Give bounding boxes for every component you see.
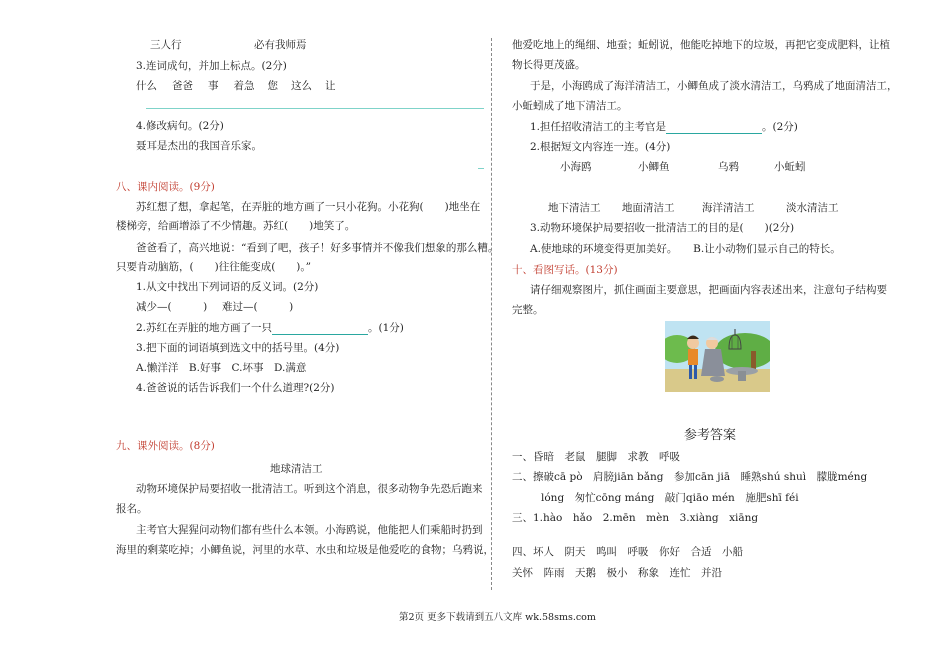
sec8-q1-a: 减少—( ): [136, 301, 208, 313]
reading-text: 海里的剩菜吃掉；小鲫鱼说，河里的水草、水虫和垃圾是他爱吃的食物；乌鸦说，: [116, 544, 494, 556]
reading-text: 爸爸看了，高兴地说：“看到了吧，孩子！好多事情并不像我们想象的那么糟。: [136, 242, 499, 254]
sec9-q3-options: A.使地球的环境变得更加美好。 B.让小动物们显示自己的特长。: [530, 243, 841, 255]
sec8-q3-options: A.懒洋洋 B.好事 C.坏事 D.满意: [136, 362, 307, 374]
q3-word: 爸爸: [172, 80, 193, 92]
q3-word: 您: [267, 80, 278, 92]
column-divider: [491, 38, 492, 590]
q3-word: 这么: [291, 80, 312, 92]
sec8-q1: 1.从文中找出下列词语的反义词。(2分): [136, 281, 319, 293]
sec8-q2-score: 。(1分): [368, 322, 404, 334]
reading-text: 只要肯动脑筋，( )往往能变成( )。”: [116, 261, 312, 273]
answer-line-3: 三、1.hào hǎo 2.mēn mèn 3.xiàng xiāng: [512, 512, 759, 524]
reading-text: 主考官大猩猩问动物们都有些什么本领。小海鸥说，他能把人们乘船时扔到: [136, 524, 483, 536]
q4-sentence: 聂耳是杰出的我国音乐家。: [136, 140, 262, 152]
sec9-q1-score: 。(2分): [762, 121, 798, 133]
reading-text: 动物环境保护局要招收一批清洁工。听到这个消息，很多动物争先恐后跑来: [136, 483, 483, 495]
answer-line[interactable]: [146, 108, 484, 109]
page-footer: 第2页 更多下载请到五八文库 wk.58sms.com: [399, 612, 596, 623]
job-item[interactable]: 地下清洁工: [548, 202, 601, 214]
grandpa-and-child-icon: [665, 321, 770, 392]
section-8-title: 八、课内阅读。(9分): [116, 181, 215, 193]
q3-word: 什么: [136, 80, 157, 92]
reading-text: 于是，小海鸥成了海洋清洁工，小鲫鱼成了淡水清洁工，乌鸦成了地面清洁工，: [530, 80, 898, 92]
sec8-q3: 3.把下面的词语填到选文中的括号里。(4分): [136, 342, 340, 354]
proverb-part1: 三人行: [150, 39, 182, 51]
answers-title: 参考答案: [684, 428, 737, 443]
sec10-instruction: 完整。: [512, 304, 544, 316]
sec9-q1-text: 1.担任招收清洁工的主考官是: [530, 121, 667, 133]
reading-text: 报名。: [116, 503, 148, 515]
sec8-q2-text: 2.苏红在弄脏的地方画了一只: [136, 322, 273, 334]
animal-item[interactable]: 小海鸥: [560, 161, 592, 173]
answer-line-4: 四、坏人 阴天 鸣叫 呼吸 你好 合适 小船: [512, 546, 743, 558]
q3-word: 着急: [233, 80, 255, 92]
fill-blank[interactable]: [272, 322, 368, 335]
reading-text: 小蚯蚓成了地下清洁工。: [512, 100, 628, 112]
sec8-q2: [136, 321, 404, 335]
job-item[interactable]: 地面清洁工: [622, 202, 675, 214]
q3-word: 让: [325, 80, 336, 92]
q4-title: 4.修改病句。(2分): [136, 120, 224, 132]
answer-line-1: 一、昏暗 老鼠 腿脚 求教 呼吸: [512, 451, 680, 463]
answer-line-2-cont: lóng 匆忙cōng máng 敲门qiāo mén 施肥shī féi: [541, 492, 799, 504]
answer-line-4-cont: 关怀 阵雨 天鹅 极小 称象 连忙 并沿: [512, 567, 722, 579]
section-10-title: 十、看图写话。(13分): [512, 264, 618, 276]
sec10-instruction: 请仔细观察图片，抓住画面主要意思，把画面内容表述出来，注意句子结构要: [530, 284, 887, 296]
article-title: 地球清洁工: [270, 463, 323, 475]
animal-item[interactable]: 乌鸦: [718, 161, 739, 173]
sec9-q3: 3.动物环境保护局要招收一批清洁工的目的是( )(2分): [530, 222, 795, 234]
animal-item[interactable]: 小鲫鱼: [638, 161, 670, 173]
reading-text: 楼梯旁，给画增添了不少情趣。苏红( )地笑了。: [116, 220, 356, 232]
job-item[interactable]: 淡水清洁工: [786, 202, 839, 214]
q3-word: 事: [208, 80, 219, 92]
answer-line-2: 二、擦破cā pò 肩膀jiān bǎng 参加cān jiā 睡熟shú shuì 朦胧méng: [512, 471, 868, 483]
fill-blank[interactable]: [666, 121, 762, 134]
job-item[interactable]: 海洋清洁工: [702, 202, 755, 214]
answer-line-end[interactable]: [478, 168, 484, 169]
q3-title: 3.连词成句，并加上标点。(2分): [136, 60, 287, 72]
sec9-q2: 2.根据短文内容连一连。(4分): [530, 141, 671, 153]
reading-text: 他爱吃地上的绳细、地蚕；蚯蚓说，他能吃掉地下的垃圾，再把它变成肥料，让植: [512, 39, 890, 51]
q3-word-list: [136, 79, 336, 93]
sec8-q4: 4.爸爸说的话告诉我们一个什么道理?(2分): [136, 382, 335, 394]
reading-text: 苏红想了想，拿起笔，在弄脏的地方画了一只小花狗。小花狗( )地坐在: [136, 201, 481, 213]
sec8-q1-b: 难过—( ): [222, 301, 294, 313]
animal-item[interactable]: 小蚯蚓: [774, 161, 806, 173]
sec9-q1: [530, 120, 798, 134]
proverb-part2: 必有我师焉: [254, 39, 307, 51]
reading-text: 物长得更茂盛。: [512, 59, 586, 71]
section-9-title: 九、课外阅读。(8分): [116, 440, 215, 452]
